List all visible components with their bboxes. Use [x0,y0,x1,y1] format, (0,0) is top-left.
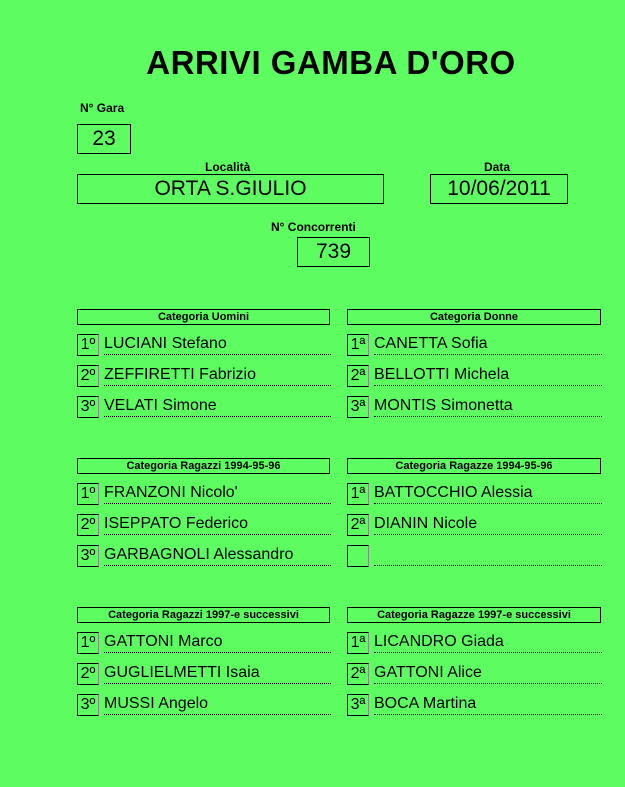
data-label: Data [484,160,511,174]
athlete-name: LUCIANI Stefano [104,335,331,355]
result-row [347,334,602,356]
category-header: Categoria Ragazze 1994-95-96 [347,458,601,474]
athlete-name: MONTIS Simonetta [374,397,602,417]
category-header: Categoria Uomini [77,309,330,325]
athlete-name: BOCA Martina [374,695,602,715]
athlete-name: BELLOTTI Michela [374,366,602,386]
place-box: 2ª [347,663,369,685]
place-box: 2ª [347,365,369,387]
category-header: Categoria Ragazzi 1994-95-96 [77,458,330,474]
athlete-name: GATTONI Marco [104,633,331,653]
athlete-name [374,546,602,566]
athlete-name: GARBAGNOLI Alessandro [104,546,331,566]
result-row [347,514,602,536]
place-box: 3ª [347,396,369,418]
result-row [347,545,602,567]
place-box: 3º [77,396,99,418]
result-row [347,365,602,387]
result-row [347,694,602,716]
result-row [77,396,331,418]
place-box: 3º [77,545,99,567]
athlete-name: MUSSI Angelo [104,695,331,715]
result-row [77,663,331,685]
category-header: Categoria Ragazze 1997-e successivi [347,607,601,623]
athlete-name: DIANIN Nicole [374,515,602,535]
gara-label: N° Gara [80,101,125,115]
athlete-name: CANETTA Sofia [374,335,602,355]
result-row [77,483,331,505]
place-box: 3º [77,694,99,716]
place-box: 1º [77,483,99,505]
localita-label: Località [205,160,251,174]
place-box: 3ª [347,694,369,716]
result-row [77,365,331,387]
category-header: Categoria Ragazzi 1997-e successivi [77,607,330,623]
category-header: Categoria Donne [347,309,601,325]
concorrenti-label: N° Concorrenti [271,220,356,234]
result-row [77,694,331,716]
localita-value: ORTA S.GIULIO [77,174,384,204]
concorrenti-value: 739 [297,237,370,267]
place-box: 2º [77,663,99,685]
place-box: 1ª [347,632,369,654]
result-row [347,396,602,418]
place-box: 2º [77,365,99,387]
place-box: 1ª [347,334,369,356]
athlete-name: GATTONI Alice [374,664,602,684]
result-row [77,545,331,567]
athlete-name: FRANZONI Nicolo' [104,484,331,504]
athlete-name: BATTOCCHIO Alessia [374,484,602,504]
place-box: 2º [77,514,99,536]
athlete-name: ISEPPATO Federico [104,515,331,535]
place-box: 1ª [347,483,369,505]
place-box: 1º [77,334,99,356]
athlete-name: LICANDRO Giada [374,633,602,653]
place-box: 2ª [347,514,369,536]
athlete-name: GUGLIELMETTI Isaia [104,664,331,684]
result-row [347,663,602,685]
result-row [77,334,331,356]
page-title: ARRIVI GAMBA D'ORO [146,44,516,81]
gara-value: 23 [77,124,131,154]
place-box [347,545,369,567]
place-box: 1º [77,632,99,654]
athlete-name: VELATI Simone [104,397,331,417]
data-value: 10/06/2011 [430,174,568,204]
result-row [347,483,602,505]
result-row [77,632,331,654]
result-row [347,632,602,654]
result-row [77,514,331,536]
athlete-name: ZEFFIRETTI Fabrizio [104,366,331,386]
